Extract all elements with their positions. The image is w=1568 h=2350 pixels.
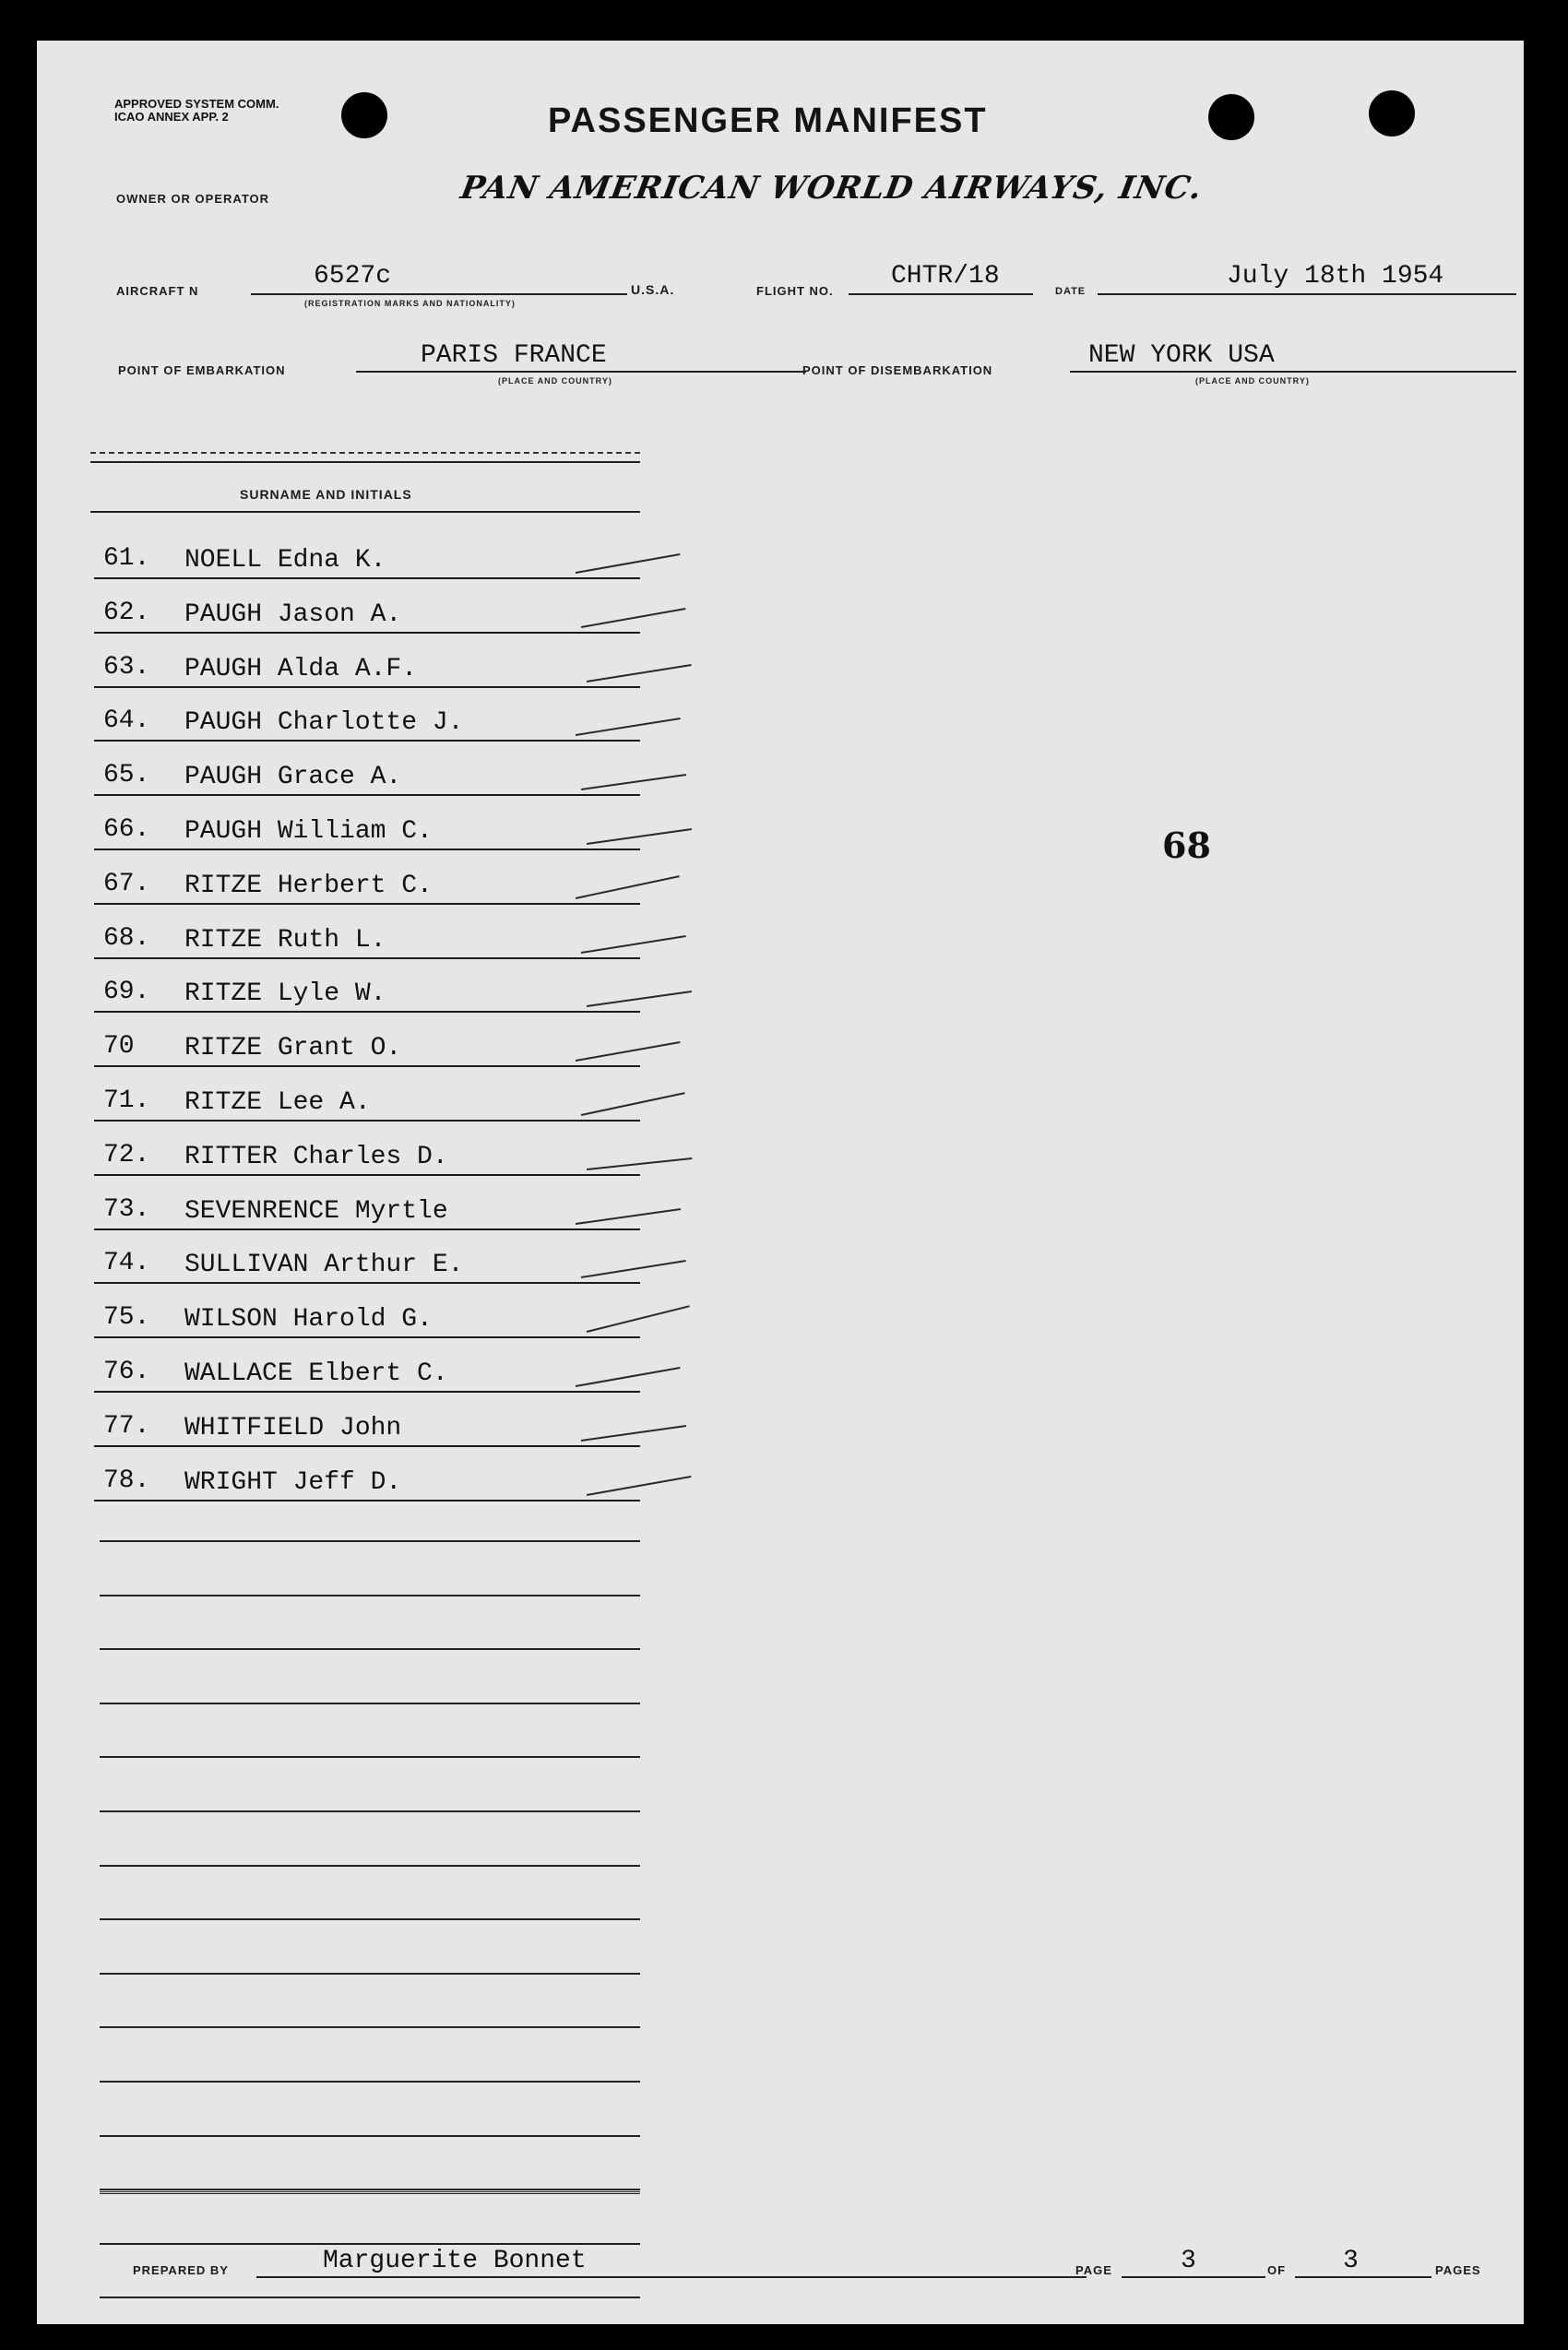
blank-row-rule bbox=[100, 1973, 640, 1975]
row-number: 66. bbox=[103, 815, 150, 844]
operator-logo: PAN AMERICAN WORLD AIRWAYS, INC. bbox=[457, 170, 1206, 207]
row-rule bbox=[94, 957, 640, 959]
blank-row-rule bbox=[100, 1810, 640, 1812]
passenger-name: PAUGH Jason A. bbox=[184, 599, 402, 629]
check-mark bbox=[576, 1208, 681, 1225]
punch-hole-right-1 bbox=[1208, 94, 1254, 140]
passenger-name: PAUGH Alda A.F. bbox=[184, 654, 418, 683]
date-underline bbox=[1098, 293, 1516, 295]
row-number: 64. bbox=[103, 706, 150, 736]
row-number: 69. bbox=[103, 978, 150, 1007]
column-header-rule bbox=[90, 511, 640, 513]
aircraft-label: AIRCRAFT N bbox=[116, 284, 199, 298]
check-mark bbox=[587, 828, 692, 845]
passenger-name: RITZE Lee A. bbox=[184, 1088, 371, 1117]
row-rule bbox=[94, 1500, 640, 1501]
check-mark bbox=[581, 1092, 685, 1116]
check-mark bbox=[576, 553, 681, 574]
passenger-name: WRIGHT Jeff D. bbox=[184, 1467, 402, 1497]
passenger-name: PAUGH Grace A. bbox=[184, 763, 402, 792]
row-rule bbox=[94, 1282, 640, 1284]
flight-no-underline bbox=[849, 293, 1033, 295]
row-rule bbox=[94, 1228, 640, 1230]
passenger-name: RITZE Ruth L. bbox=[184, 925, 386, 955]
row-number: 78. bbox=[103, 1466, 150, 1495]
disembarkation-place: NEW YORK USA bbox=[1088, 341, 1275, 370]
blank-row-rule bbox=[100, 2081, 640, 2083]
nationality: U.S.A. bbox=[631, 282, 675, 297]
blank-row-rule bbox=[100, 1540, 640, 1542]
blank-row-rule bbox=[100, 2297, 640, 2298]
page-title: PASSENGER MANIFEST bbox=[548, 101, 988, 140]
passenger-name: SULLIVAN Arthur E. bbox=[184, 1251, 464, 1280]
row-number: 73. bbox=[103, 1194, 150, 1224]
approval-stamp: APPROVED SYSTEM COMM. ICAO ANNEX APP. 2 bbox=[114, 97, 279, 124]
check-mark bbox=[576, 1367, 681, 1387]
passenger-name: WILSON Harold G. bbox=[184, 1305, 433, 1335]
row-rule bbox=[94, 577, 640, 579]
blank-row-rule bbox=[100, 2026, 640, 2028]
row-number: 74. bbox=[103, 1249, 150, 1278]
row-rule bbox=[94, 903, 640, 905]
row-rule bbox=[94, 632, 640, 634]
owner-label: OWNER OR OPERATOR bbox=[116, 192, 270, 206]
aircraft-underline bbox=[251, 293, 627, 295]
prepared-by-name: Marguerite Bonnet bbox=[323, 2247, 587, 2275]
check-mark bbox=[581, 935, 686, 954]
row-rule bbox=[94, 1445, 640, 1447]
blank-row-rule bbox=[100, 1918, 640, 1920]
row-number: 72. bbox=[103, 1140, 150, 1169]
passenger-name: PAUGH William C. bbox=[184, 817, 433, 846]
row-number: 76. bbox=[103, 1358, 150, 1386]
disembarkation-place-note: (PLACE AND COUNTRY) bbox=[1195, 376, 1310, 386]
row-rule bbox=[94, 794, 640, 796]
row-rule bbox=[94, 1011, 640, 1013]
blank-row-rule bbox=[100, 2189, 640, 2190]
passenger-count-annotation: 68 bbox=[1162, 825, 1211, 866]
row-rule bbox=[94, 740, 640, 742]
blank-row-rule bbox=[100, 1703, 640, 1704]
page-underline bbox=[1122, 2276, 1265, 2278]
row-number: 65. bbox=[103, 761, 150, 790]
embarkation-label: POINT OF EMBARKATION bbox=[118, 363, 286, 377]
manifest-sheet bbox=[37, 41, 1524, 2324]
row-number: 70 bbox=[103, 1032, 135, 1062]
check-mark bbox=[581, 774, 686, 790]
passenger-name: WALLACE Elbert C. bbox=[184, 1359, 448, 1388]
table-bottom-rule bbox=[100, 2191, 640, 2194]
blank-row-rule bbox=[100, 2135, 640, 2137]
blank-row-rule bbox=[100, 1648, 640, 1650]
registration-note: (REGISTRATION MARKS AND NATIONALITY) bbox=[304, 299, 516, 308]
aircraft-number: 6527c bbox=[314, 262, 392, 291]
prepared-by-label: PREPARED BY bbox=[133, 2263, 229, 2277]
passenger-name: RITZE Grant O. bbox=[184, 1034, 402, 1063]
blank-row-rule bbox=[100, 1756, 640, 1758]
blank-row-rule bbox=[100, 1595, 640, 1596]
check-mark bbox=[576, 718, 681, 736]
total-pages-underline bbox=[1295, 2276, 1431, 2278]
check-mark bbox=[587, 664, 692, 682]
passenger-name: PAUGH Charlotte J. bbox=[184, 708, 464, 738]
check-mark bbox=[581, 1425, 686, 1442]
passenger-name: RITZE Herbert C. bbox=[184, 871, 433, 900]
check-mark bbox=[587, 1157, 693, 1170]
table-top-rule bbox=[90, 452, 640, 454]
of-label: OF bbox=[1267, 2263, 1287, 2277]
embarkation-place-note: (PLACE AND COUNTRY) bbox=[498, 376, 612, 386]
row-number: 75. bbox=[103, 1303, 150, 1333]
flight-no-label: FLIGHT NO. bbox=[756, 284, 834, 298]
passenger-name: WHITFIELD John bbox=[184, 1413, 402, 1442]
passenger-name: SEVENRENCE Myrtle bbox=[184, 1196, 448, 1226]
row-number: 62. bbox=[103, 598, 150, 627]
column-header: SURNAME AND INITIALS bbox=[240, 487, 412, 502]
check-mark bbox=[587, 991, 692, 1007]
disembarkation-label: POINT OF DISEMBARKATION bbox=[802, 363, 993, 377]
embarkation-underline bbox=[356, 371, 806, 373]
blank-row-rule bbox=[100, 1865, 640, 1867]
row-rule bbox=[94, 849, 640, 850]
passenger-name: NOELL Edna K. bbox=[184, 546, 386, 575]
punch-hole-right-2 bbox=[1369, 90, 1415, 136]
row-number: 71. bbox=[103, 1086, 150, 1115]
passenger-name: RITTER Charles D. bbox=[184, 1142, 448, 1171]
check-mark bbox=[587, 1305, 690, 1333]
row-rule bbox=[94, 1174, 640, 1176]
prepared-by-underline bbox=[256, 2276, 1087, 2278]
page-number: 3 bbox=[1181, 2247, 1196, 2275]
pages-label: PAGES bbox=[1435, 2263, 1481, 2277]
row-number: 77. bbox=[103, 1411, 150, 1441]
row-number: 61. bbox=[103, 544, 150, 573]
total-pages: 3 bbox=[1343, 2247, 1359, 2275]
flight-date: July 18th 1954 bbox=[1227, 262, 1444, 291]
row-rule bbox=[94, 1391, 640, 1393]
disembarkation-underline bbox=[1070, 371, 1516, 373]
row-rule bbox=[94, 1120, 640, 1122]
row-number: 68. bbox=[103, 923, 150, 953]
row-number: 67. bbox=[103, 869, 150, 898]
row-number: 63. bbox=[103, 652, 150, 682]
page-label: PAGE bbox=[1075, 2263, 1112, 2277]
check-mark bbox=[587, 1476, 692, 1496]
check-mark bbox=[581, 608, 686, 628]
date-label: DATE bbox=[1055, 286, 1087, 297]
row-rule bbox=[94, 1065, 640, 1067]
blank-row-rule bbox=[100, 2243, 640, 2245]
embarkation-place: PARIS FRANCE bbox=[421, 341, 607, 370]
check-mark bbox=[576, 1041, 681, 1062]
row-rule bbox=[94, 686, 640, 688]
flight-number: CHTR/18 bbox=[891, 262, 1000, 291]
check-mark bbox=[576, 875, 680, 899]
punch-hole-left bbox=[341, 92, 387, 138]
table-top-rule-2 bbox=[90, 461, 640, 463]
passenger-name: RITZE Lyle W. bbox=[184, 979, 386, 1009]
row-rule bbox=[94, 1336, 640, 1338]
check-mark bbox=[581, 1260, 686, 1278]
